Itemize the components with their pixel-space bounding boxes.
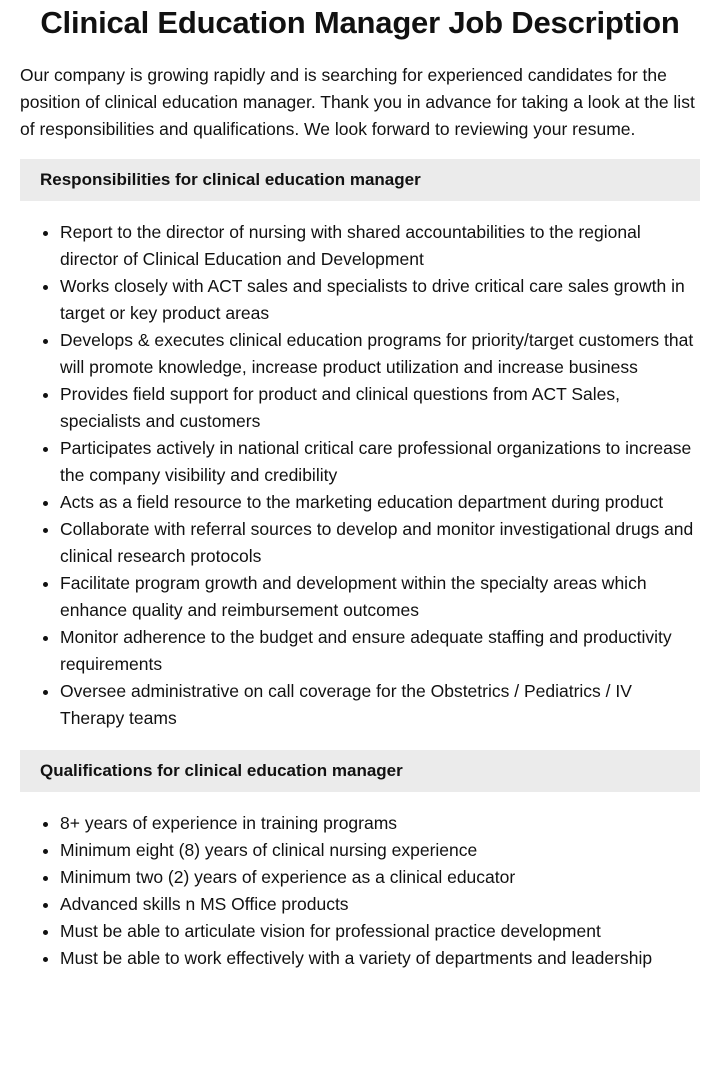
list-item: • Collaborate with referral sources to develop and monitor investigational drugs and clinical research protocols (60, 516, 700, 570)
qualifications-heading: Qualifications for clinical education manager (20, 750, 700, 792)
qualifications-list (20, 810, 700, 972)
list-item: • Acts as a field resource to the marketing education department during product (60, 489, 700, 516)
responsibilities-heading: Responsibilities for clinical education manager (20, 159, 700, 201)
intro-paragraph: Our company is growing rapidly and is searching for experienced candidates for the position of clinical education manager. Thank you in advance for taking a look at the list of responsibilities and qualifications. We look forward to reviewing your resume. (20, 65, 695, 139)
list-item: • Minimum eight (8) years of clinical nursing experience (60, 837, 700, 864)
list-item: • Provides field support for product and clinical questions from ACT Sales, specialists and customers (60, 381, 700, 435)
list-item: • Works closely with ACT sales and specialists to drive critical care sales growth in target or key product areas (60, 273, 700, 327)
list-item: • Must be able to articulate vision for professional practice development (60, 918, 700, 945)
responsibilities-list (20, 219, 700, 732)
list-item: • Oversee administrative on call coverage for the Obstetrics / Pediatrics / IV Therapy teams (60, 678, 700, 732)
list-item: • Must be able to work effectively with a variety of departments and leadership (60, 945, 700, 972)
list-item: • Facilitate program growth and development within the specialty areas which enhance quality and reimbursement outcomes (60, 570, 700, 624)
list-item: • 8+ years of experience in training programs (60, 810, 700, 837)
list-item: • Develops & executes clinical education programs for priority/target customers that will promote knowledge, increase product utilization and increase business (60, 327, 700, 381)
list-item: • Participates actively in national critical care professional organizations to increase the company visibility and credibility (60, 435, 700, 489)
list-item: • Advanced skills n MS Office products (60, 891, 700, 918)
page-title: Clinical Education Manager Job Description (40, 5, 680, 40)
list-item: • Report to the director of nursing with shared accountabilities to the regional director of Clinical Education and Development (60, 219, 700, 273)
list-item: • Minimum two (2) years of experience as a clinical educator (60, 864, 700, 891)
list-item: • Monitor adherence to the budget and ensure adequate staffing and productivity requirements (60, 624, 700, 678)
